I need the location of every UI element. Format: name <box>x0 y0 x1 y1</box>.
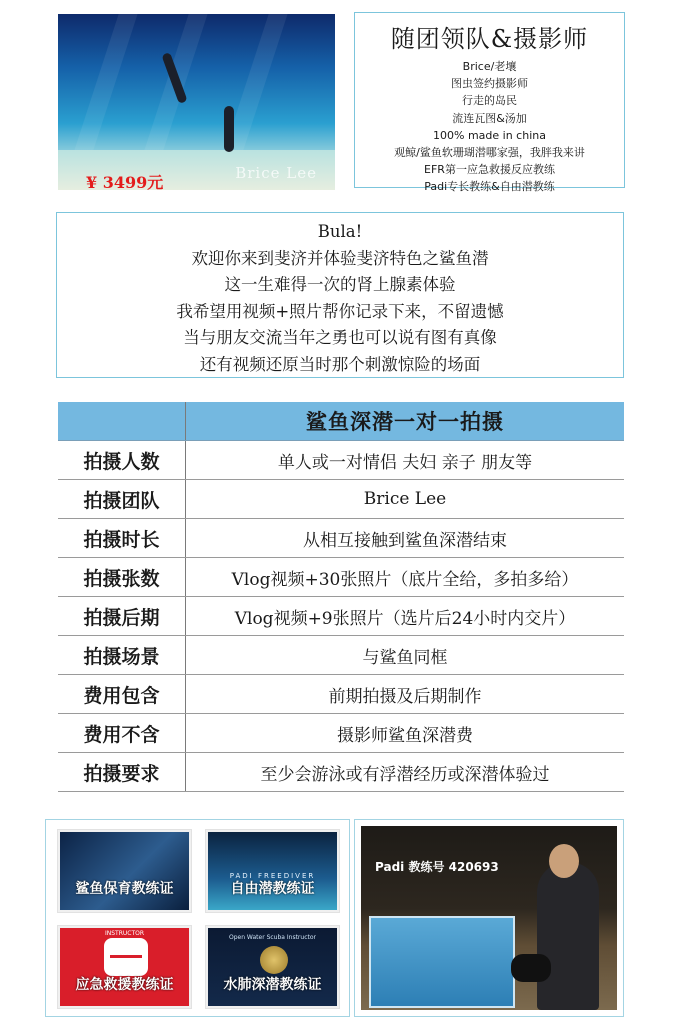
info-line: EFR第一应急救援反应教练 <box>424 163 555 177</box>
row-label: 拍摄人数 <box>58 441 186 480</box>
info-line: 图虫签约摄影师 <box>451 77 528 91</box>
instructor-figure <box>537 862 599 1010</box>
row-label: 费用不含 <box>58 714 186 753</box>
instructor-head <box>549 844 579 878</box>
table-row <box>58 441 624 480</box>
poster-graphic <box>369 916 515 1008</box>
table-row <box>58 753 624 792</box>
row-value: 单人或一对情侣 夫妇 亲子 朋友等 <box>186 441 625 480</box>
photographer-info-box <box>354 12 625 194</box>
info-line: 行走的岛民 <box>462 94 517 108</box>
welcome-line: 这一生难得一次的肾上腺素体验 <box>224 275 456 294</box>
table-header: 鲨鱼深潜一对一拍摄 <box>186 402 625 441</box>
row-label: 费用包含 <box>58 675 186 714</box>
info-line: 观鲸/鲨鱼软珊瑚潜哪家强，我胖我来讲 <box>394 146 585 160</box>
instructor-photo <box>361 826 617 1010</box>
certificate-subtext: INSTRUCTOR <box>104 930 145 937</box>
certificate-card <box>58 830 191 912</box>
row-value: 至少会游泳或有浮潜经历或深潜体验过 <box>186 753 625 792</box>
certificate-caption: 鲨鱼保育教练证 <box>75 881 174 897</box>
instructor-number-label: Padi 教练号 420693 <box>375 860 499 874</box>
certificate-subtext: Open Water Scuba Instructor <box>229 934 316 941</box>
row-value: Brice Lee <box>186 480 625 519</box>
table-row <box>58 714 624 753</box>
info-title: 随团领队&摄影师 <box>390 25 589 53</box>
certificate-card <box>58 926 191 1008</box>
info-line: Brice/老壤 <box>462 60 517 73</box>
welcome-line: 当与朋友交流当年之勇也可以说有图有真像 <box>183 328 497 347</box>
instructor-photo-panel <box>354 819 624 1017</box>
welcome-line: Bula! <box>317 222 363 241</box>
info-line: 流连瓦图&汤加 <box>452 111 527 125</box>
table-row <box>58 558 624 597</box>
row-value: 摄影师鲨鱼深潜费 <box>186 714 625 753</box>
row-value: 前期拍摄及后期制作 <box>186 675 625 714</box>
info-line: 100% made in china <box>433 128 546 142</box>
photo-watermark: Brice Lee <box>235 164 317 182</box>
info-line: Padi专长教练&自由潜教练 <box>424 180 555 194</box>
freediver-figure <box>224 106 234 152</box>
certificate-caption: 应急救援教练证 <box>75 977 174 993</box>
heart-icon <box>104 938 148 976</box>
certificate-caption: 自由潜教练证 <box>230 881 315 897</box>
table-row <box>58 675 624 714</box>
price-label: ¥ 3499元 <box>86 173 164 190</box>
welcome-line: 欢迎你来到斐济并体验斐济特色之鲨鱼潜 <box>191 248 489 268</box>
table-row <box>58 480 624 519</box>
welcome-box <box>56 212 624 378</box>
table-row <box>58 597 624 636</box>
row-value: Vlog视频+9张照片（选片后24小时内交片） <box>186 597 625 636</box>
welcome-line: 还有视频还原当时那个刺激惊险的场面 <box>199 354 481 374</box>
certificate-card <box>206 830 339 912</box>
table-header-row <box>58 402 624 441</box>
certificates-panel <box>45 819 350 1017</box>
table-row <box>58 636 624 675</box>
camera-icon <box>511 954 551 982</box>
welcome-line: 我希望用视频+照片帮你记录下来，不留遗憾 <box>176 301 504 321</box>
row-value: Vlog视频+30张照片（底片全给，多拍多给） <box>186 558 625 597</box>
row-value: 从相互接触到鲨鱼深潜结束 <box>186 519 625 558</box>
underwater-photo <box>58 14 335 190</box>
row-label: 拍摄张数 <box>58 558 186 597</box>
row-label: 拍摄后期 <box>58 597 186 636</box>
padi-seal-icon <box>260 946 288 974</box>
certificate-card <box>206 926 339 1008</box>
row-label: 拍摄场景 <box>58 636 186 675</box>
row-value: 与鲨鱼同框 <box>186 636 625 675</box>
certificate-caption: 水肺深潜教练证 <box>223 977 322 993</box>
row-label: 拍摄团队 <box>58 480 186 519</box>
table-header-empty-cell <box>58 402 186 441</box>
service-table <box>58 402 624 792</box>
row-label: 拍摄要求 <box>58 753 186 792</box>
row-label: 拍摄时长 <box>58 519 186 558</box>
certificate-subtext: PADI FREEDIVER <box>229 872 316 880</box>
table-row <box>58 519 624 558</box>
